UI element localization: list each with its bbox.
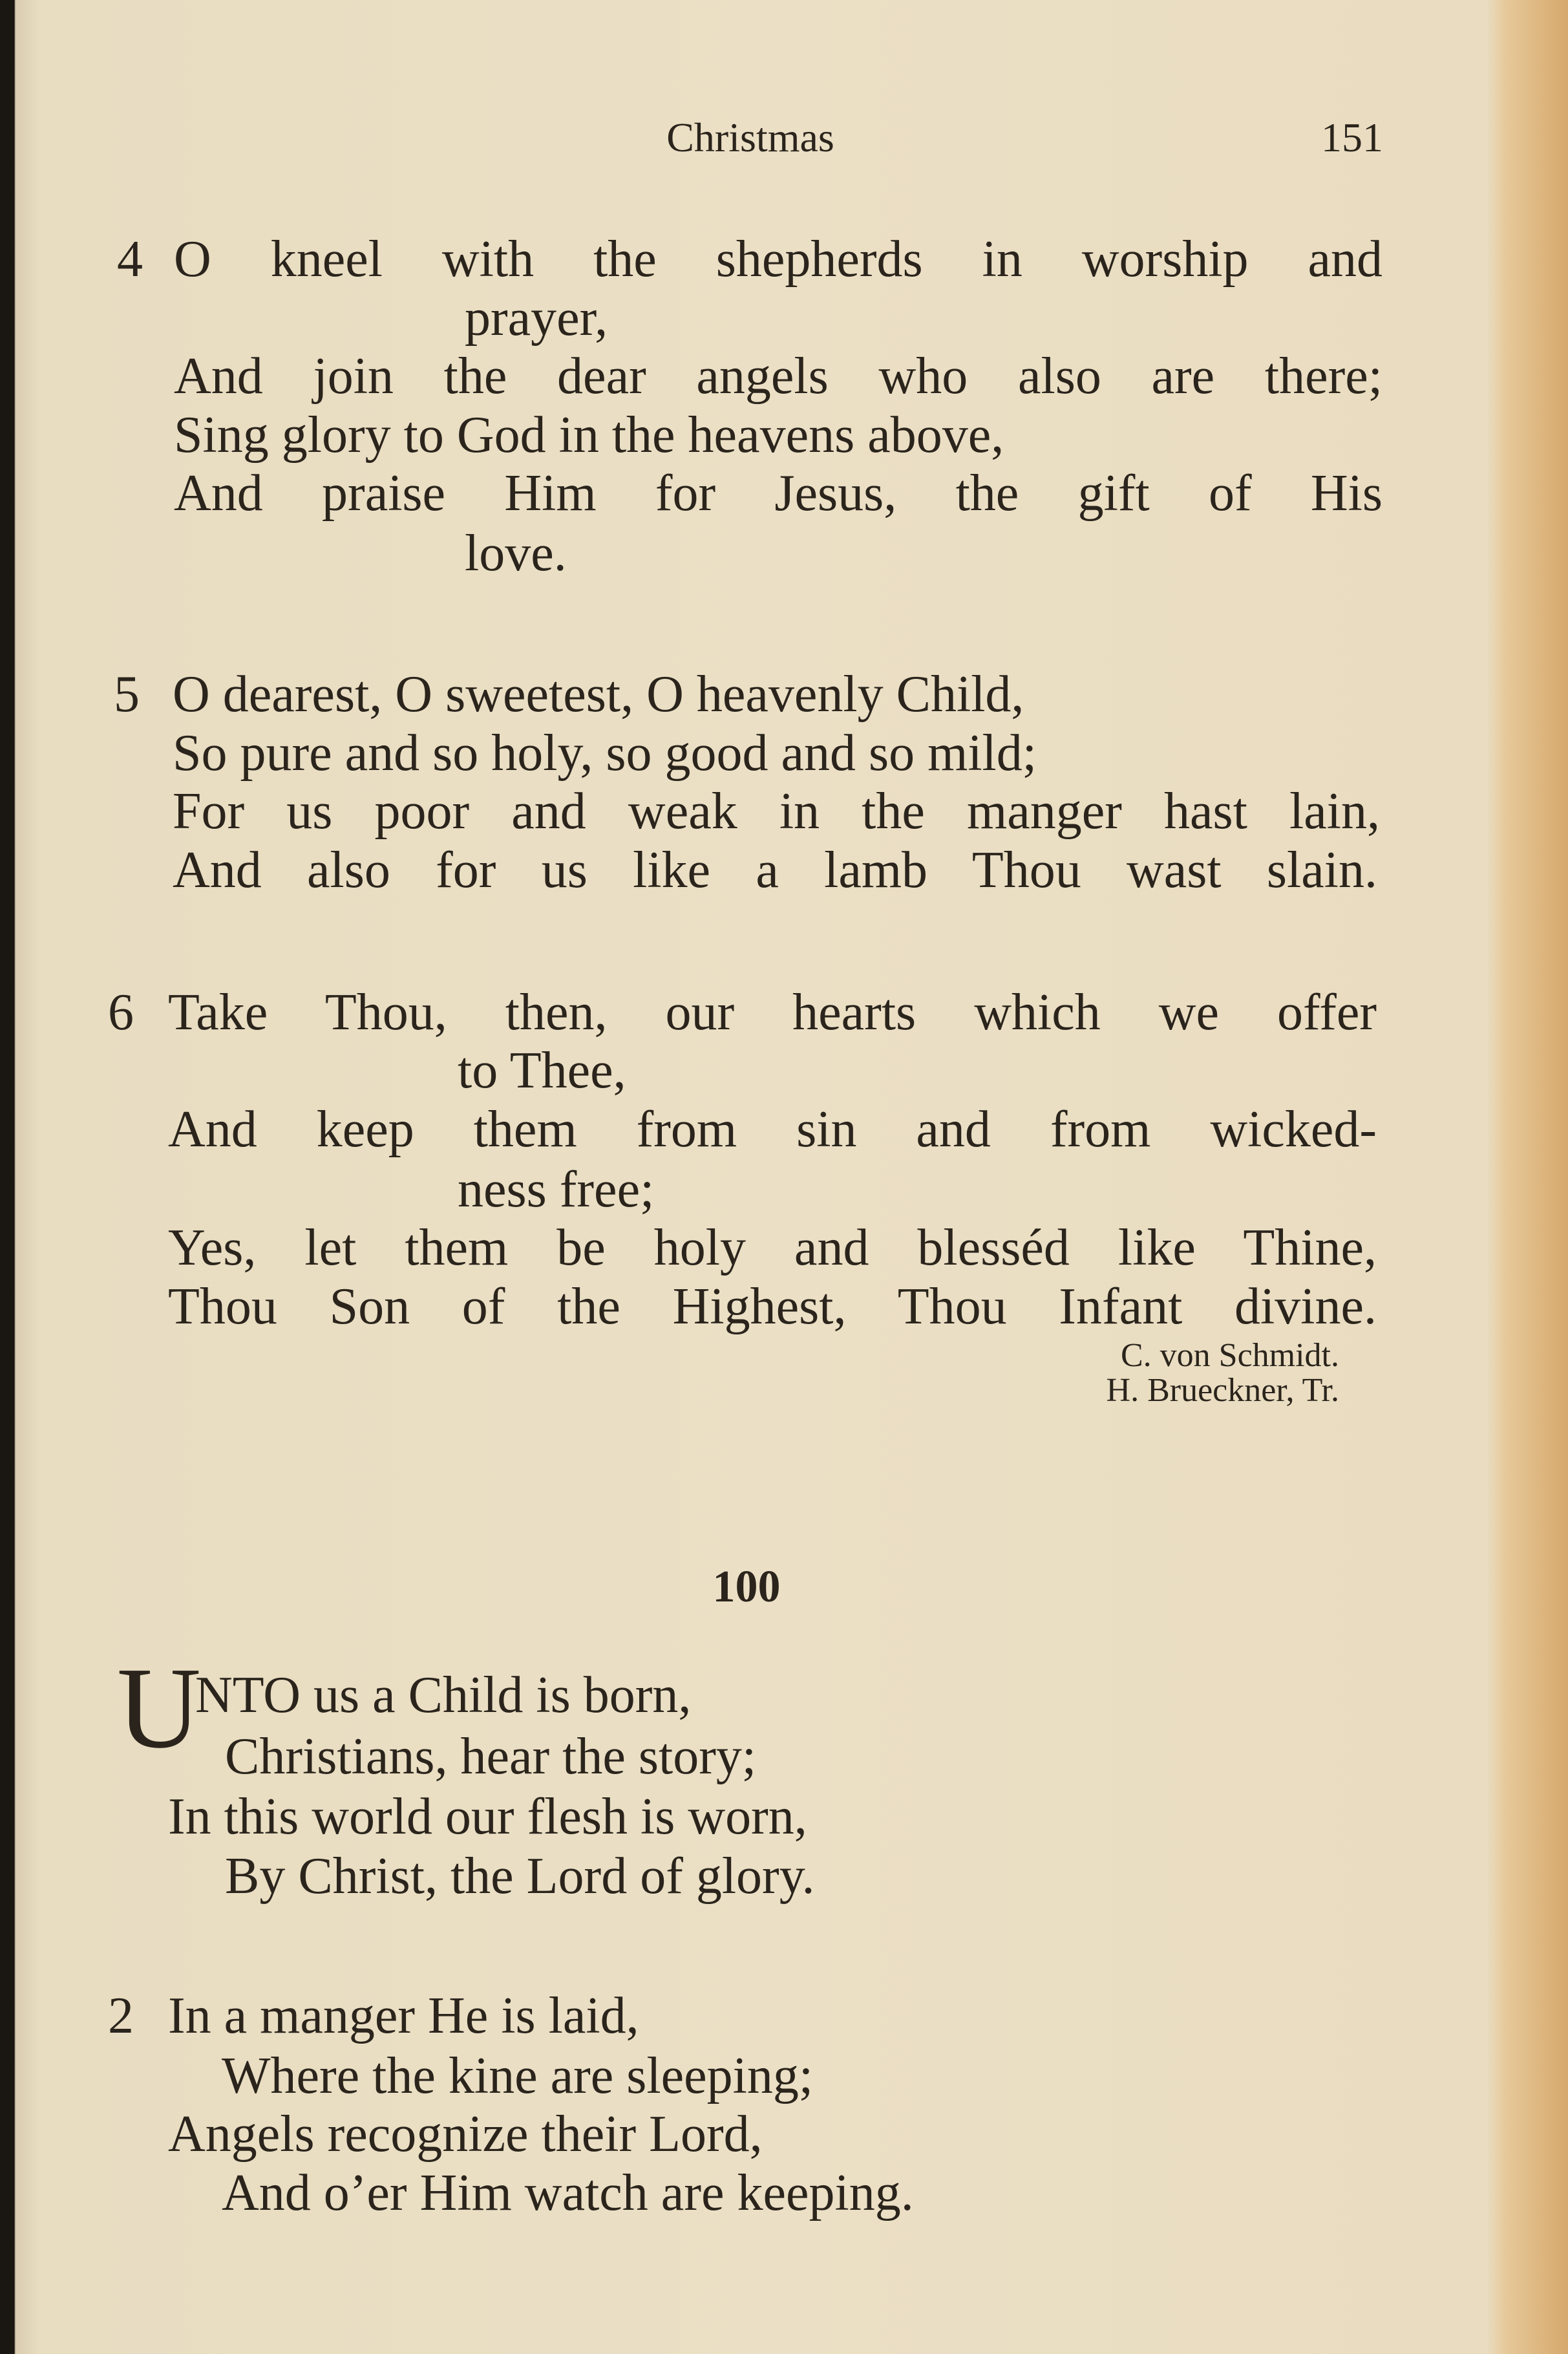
- drop-cap: U: [117, 1643, 201, 1772]
- verse-line: And keep them from sin and from wicked-: [168, 1101, 1377, 1158]
- stanza-number: 2: [108, 1987, 134, 2044]
- author-credit: C. von Schmidt.: [1120, 1337, 1339, 1374]
- verse-line: NTO us a Child is born,: [195, 1667, 692, 1724]
- page-number: 151: [1321, 114, 1383, 160]
- verse-line: So pure and so holy, so good and so mild;: [173, 725, 1037, 782]
- verse-line: ness free;: [458, 1161, 655, 1218]
- verse-line: For us poor and weak in the manger hast lain,: [173, 783, 1380, 840]
- verse-line: Take Thou, then, our hearts which we offer: [168, 984, 1377, 1041]
- verse-line: And praise Him for Jesus, the gift of His: [174, 465, 1383, 522]
- verse-line: Christians, hear the story;: [225, 1728, 757, 1785]
- verse-line: Yes, let them be holy and blesséd like Thine,: [168, 1219, 1377, 1276]
- verse-line: love.: [465, 525, 567, 582]
- translator-credit: H. Brueckner, Tr.: [1106, 1372, 1339, 1409]
- verse-line: In this world our flesh is worn,: [168, 1788, 807, 1845]
- stanza-number: 6: [108, 984, 134, 1041]
- verse-line: prayer,: [465, 290, 608, 347]
- verse-line: By Christ, the Lord of glory.: [225, 1848, 815, 1905]
- verse-line: In a manger He is laid,: [168, 1987, 639, 2044]
- running-head: Christmas: [666, 114, 834, 160]
- verse-line: And also for us like a lamb Thou wast slain.: [173, 842, 1377, 899]
- verse-line: O dearest, O sweetest, O heavenly Child,: [173, 666, 1024, 723]
- verse-line: Thou Son of the Highest, Thou Infant divine.: [168, 1278, 1377, 1335]
- verse-line: And o’er Him watch are keeping.: [222, 2165, 914, 2221]
- hymn-number: 100: [712, 1562, 781, 1612]
- verse-line: O kneel with the shepherds in worship and: [174, 231, 1383, 288]
- stanza-number: 4: [117, 231, 143, 288]
- verse-line: Where the kine are sleeping;: [222, 2048, 814, 2104]
- verse-line: Sing glory to God in the heavens above,: [174, 407, 1004, 464]
- verse-line: Angels recognize their Lord,: [168, 2106, 763, 2163]
- stanza-number: 5: [114, 666, 140, 723]
- verse-line: to Thee,: [458, 1042, 626, 1099]
- verse-line: And join the dear angels who also are there;: [174, 348, 1383, 405]
